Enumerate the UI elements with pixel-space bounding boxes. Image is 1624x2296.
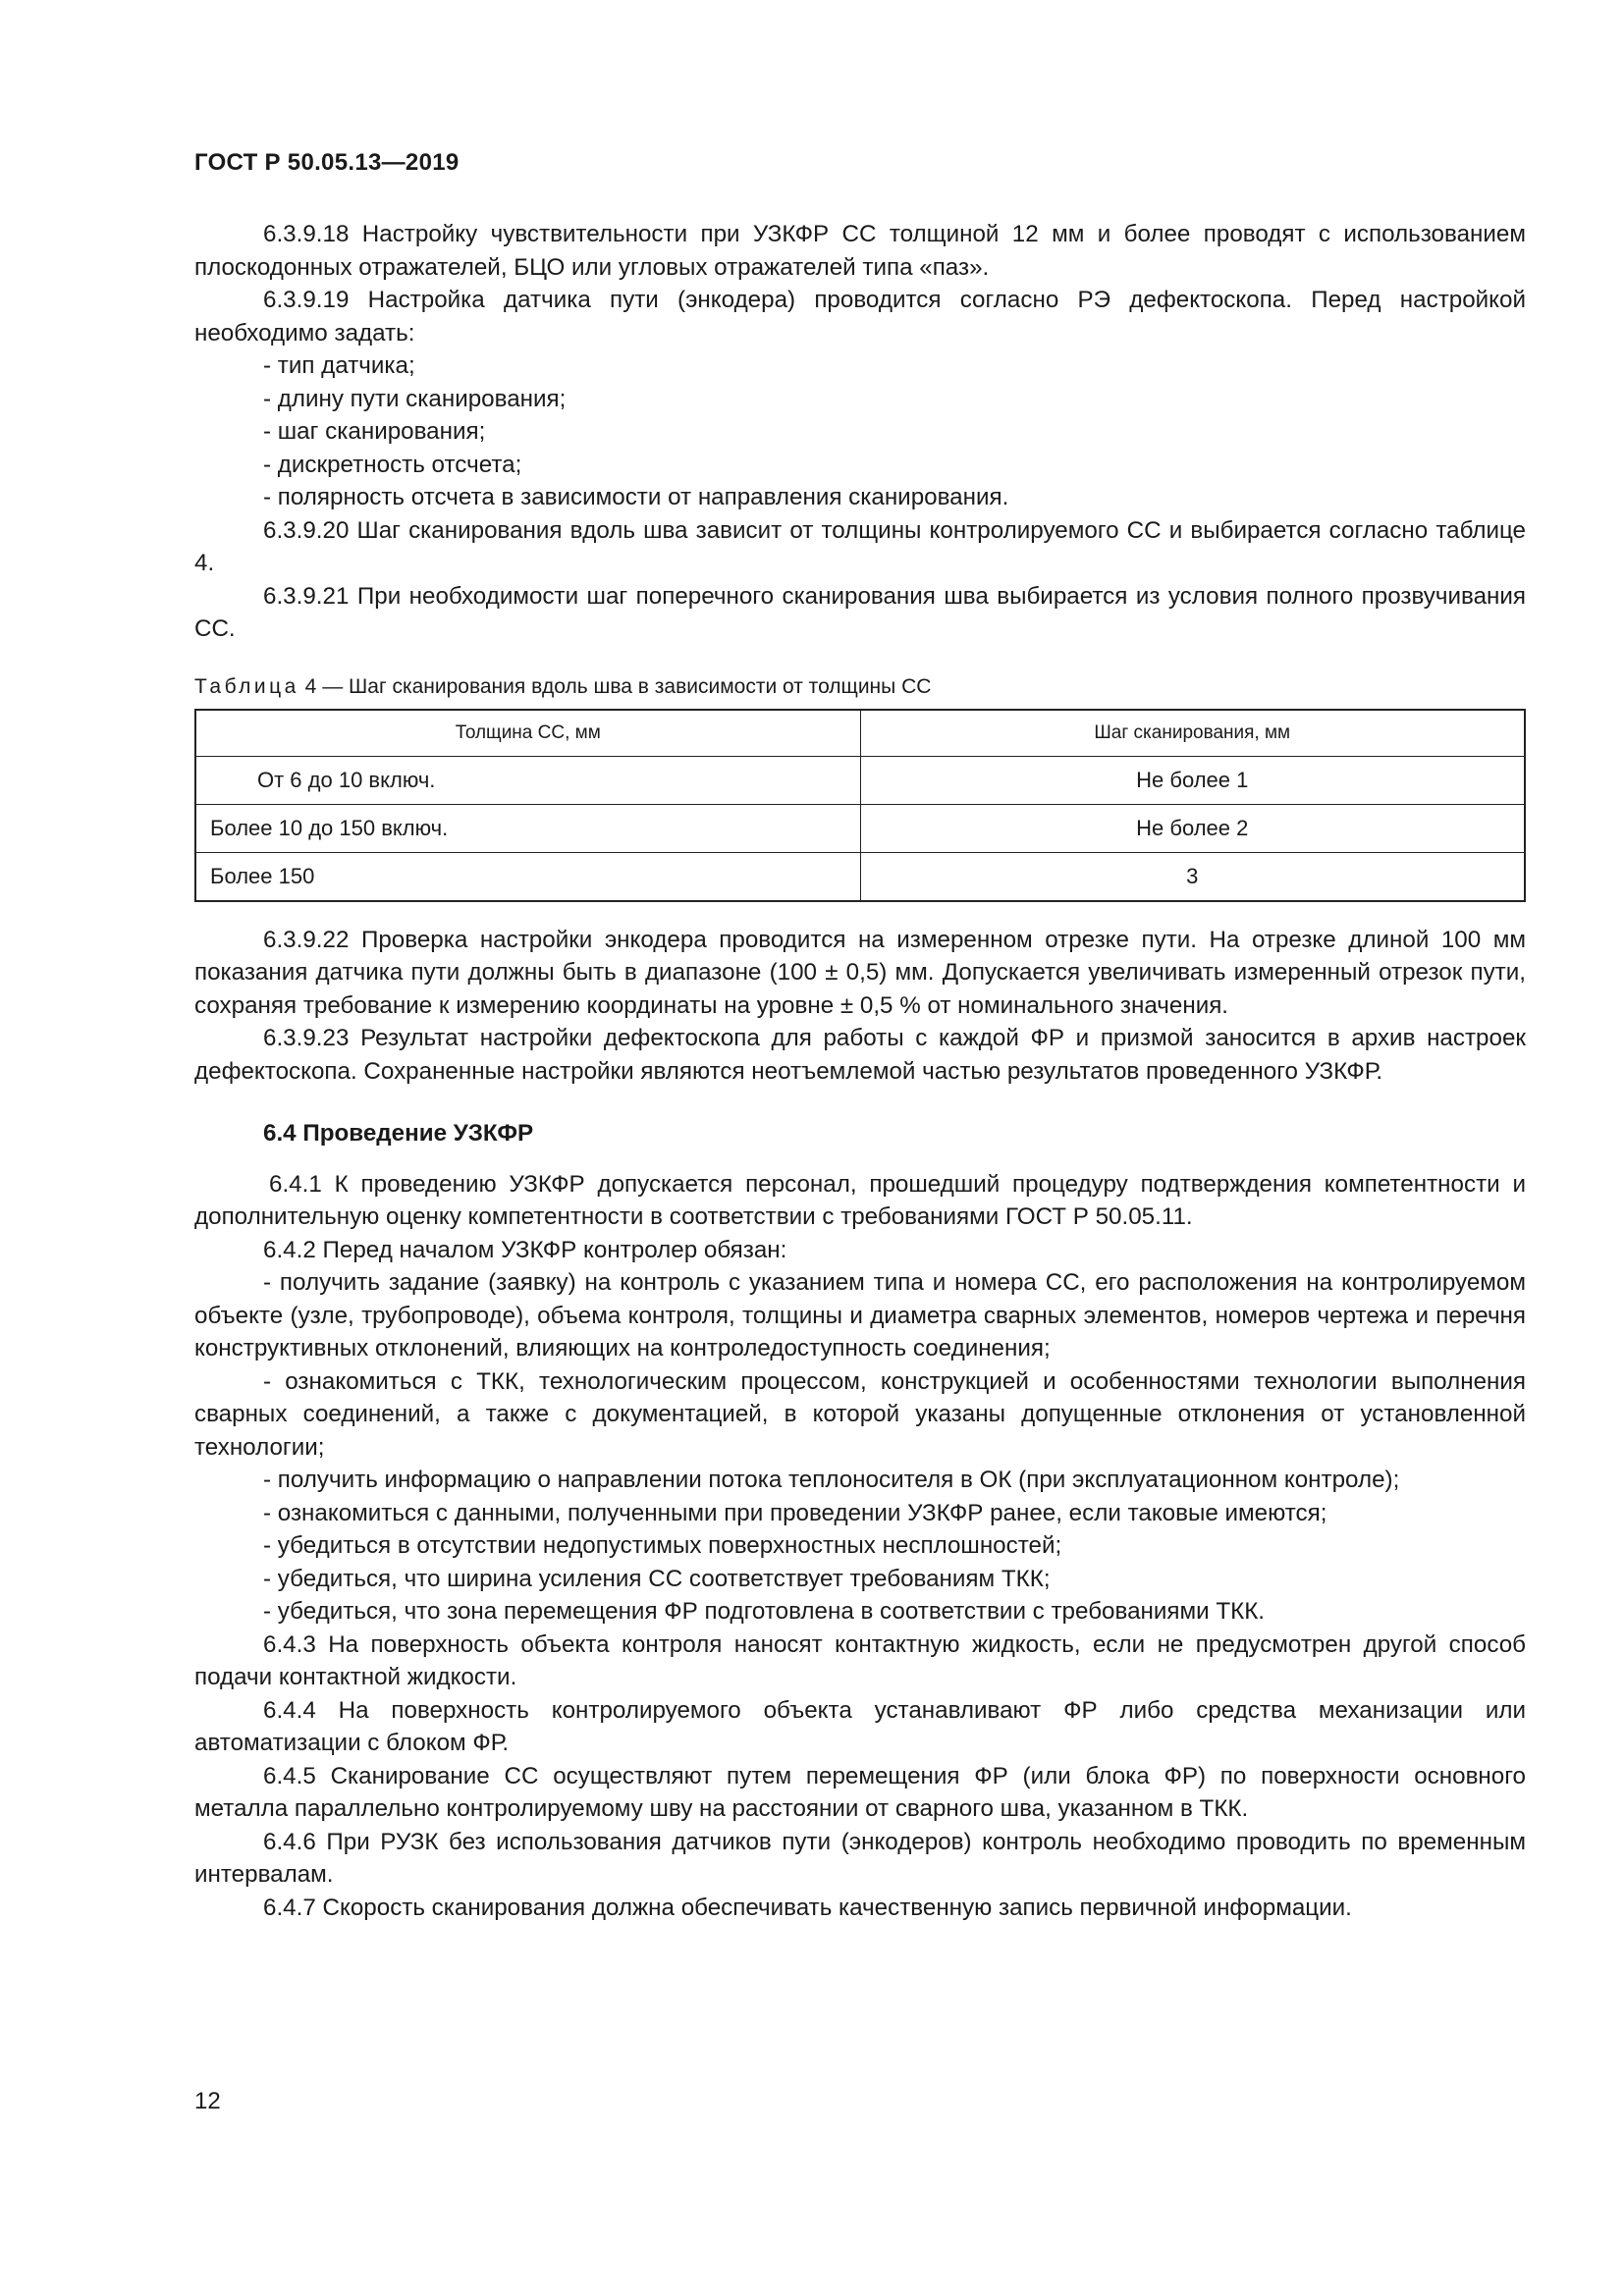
list-item: - дискретность отсчета;: [263, 451, 522, 478]
paragraph-6-4-6: 6.4.6 При РУЗК без использования датчиков пути (энкодеров) контроль необходимо проводить по временным интервалам.: [194, 1828, 1526, 1888]
table-row: [195, 756, 1525, 804]
list-item: - убедиться в отсутствии недопустимых поверхностных несплошностей;: [263, 1532, 1062, 1559]
paragraph-6-3-9-18: 6.3.9.18 Настройку чувствительности при УЗКФР СС толщиной 12 мм и более проводят с использованием плоскодонных отражателей, БЦО или угловых отражателей типа «паз».: [194, 221, 1526, 281]
list-item: - тип датчика;: [263, 352, 415, 379]
table-cell: Более 10 до 150 включ.: [195, 804, 860, 852]
table-row: [195, 852, 1525, 901]
table-cell: От 6 до 10 включ.: [195, 756, 860, 804]
table-row: [195, 804, 1525, 852]
table-cell: Более 150: [195, 852, 860, 901]
table-cell: Не более 1: [860, 756, 1525, 804]
list-item: - длину пути сканирования;: [263, 385, 567, 412]
paragraph-6-4-7: 6.4.7 Скорость сканирования должна обеспечивать качественную запись первичной информации.: [263, 1894, 1352, 1921]
list-item: - ознакомиться с данными, полученными при проведении УЗКФР ранее, если таковые имеются;: [263, 1499, 1327, 1526]
list-item: - ознакомиться с ТКК, технологическим процессом, конструкцией и особенностями технологии выполнения сварных соединений, а также с документацией, в которой указаны допущенные отклонения от установленной технологии;: [194, 1367, 1526, 1461]
paragraph-6-4-2: 6.4.2 Перед началом УЗКФР контролер обязан:: [263, 1236, 787, 1263]
list-item: - полярность отсчета в зависимости от направления сканирования.: [263, 484, 1009, 510]
list-item: - получить информацию о направлении потока теплоносителя в ОК (при эксплуатационном контроле);: [263, 1467, 1400, 1493]
list-item: - убедиться, что зона перемещения ФР подготовлена в соответствии с требованиями ТКК.: [263, 1598, 1266, 1625]
paragraph-6-4-5: 6.4.5 Сканирование СС осуществляют путем перемещения ФР (или блока ФР) по поверхности основного металла параллельно контролируемому шву на расстоянии от сварного шва, указанном в ТКК.: [194, 1762, 1526, 1822]
list-item: - убедиться, что ширина усиления СС соответствует требованиям ТКК;: [263, 1565, 1051, 1592]
table-header-row: [195, 710, 1525, 757]
paragraph-6-3-9-21: 6.3.9.21 При необходимости шаг поперечного сканирования шва выбирается из условия полного прозвучивания СС.: [194, 582, 1526, 642]
paragraph-6-4-4: 6.4.4 На поверхность контролируемого объекта устанавливают ФР либо средства механизации или автоматизации с блоком ФР.: [194, 1696, 1526, 1756]
table-caption-text: 4 — Шаг сканирования вдоль шва в зависимости от толщины СС: [298, 674, 932, 698]
paragraph-6-3-9-19: 6.3.9.19 Настройка датчика пути (энкодера) проводится согласно РЭ дефектоскопа. Перед настройкой необходимо задать:: [194, 287, 1526, 347]
table-4: [194, 709, 1526, 902]
table-caption-label: Таблица: [194, 674, 299, 698]
paragraph-6-3-9-22: 6.3.9.22 Проверка настройки энкодера проводится на измеренном отрезке пути. На отрезке длиной 100 мм показания датчика пути должны быть в диапазоне (100 ± 0,5) мм. Допускается увеличивать измеренный отрезок пути, сохраняя требование к измерению координаты на уровне ± 0,5 % от номинального значения.: [194, 926, 1526, 1019]
table-header-cell: Толщина СС, мм: [195, 710, 860, 757]
document-page: [194, 137, 1526, 1924]
section-heading: 6.4 Проведение УЗКФР: [263, 1120, 534, 1147]
list-item: - получить задание (заявку) на контроль с указанием типа и номера СС, его расположения на контролируемом объекте (узле, трубопроводе), объема контроля, толщины и диаметра сварных элементов, номеров чертежа и перечня конструктивных отклонений, влияющих на контроледоступность соединения;: [194, 1269, 1526, 1362]
paragraph-6-4-3: 6.4.3 На поверхность объекта контроля наносят контактную жидкость, если не предусмотрен другой способ подачи контактной жидкости.: [194, 1630, 1526, 1690]
table-header-cell: Шаг сканирования, мм: [860, 710, 1525, 757]
list-item: - шаг сканирования;: [263, 418, 486, 445]
standard-header: ГОСТ Р 50.05.13—2019: [194, 149, 460, 176]
table-cell: Не более 2: [860, 804, 1525, 852]
paragraph-6-3-9-23: 6.3.9.23 Результат настройки дефектоскопа для работы с каждой ФР и призмой заносится в архив настроек дефектоскопа. Сохраненные настройки являются неотъемлемой частью результатов проведенного УЗКФР.: [194, 1025, 1526, 1085]
paragraph-6-3-9-20: 6.3.9.20 Шаг сканирования вдоль шва зависит от толщины контролируемого СС и выбирается согласно таблице 4.: [194, 516, 1526, 576]
page-number: 12: [194, 2088, 221, 2114]
table-cell: 3: [860, 852, 1525, 901]
paragraph-6-4-1: 6.4.1 К проведению УЗКФР допускается персонал, прошедший процедуру подтверждения компетентности и дополнительную оценку компетентности в соответствии с требованиями ГОСТ Р 50.05.11.: [194, 1170, 1526, 1230]
table-caption: [194, 675, 1526, 699]
